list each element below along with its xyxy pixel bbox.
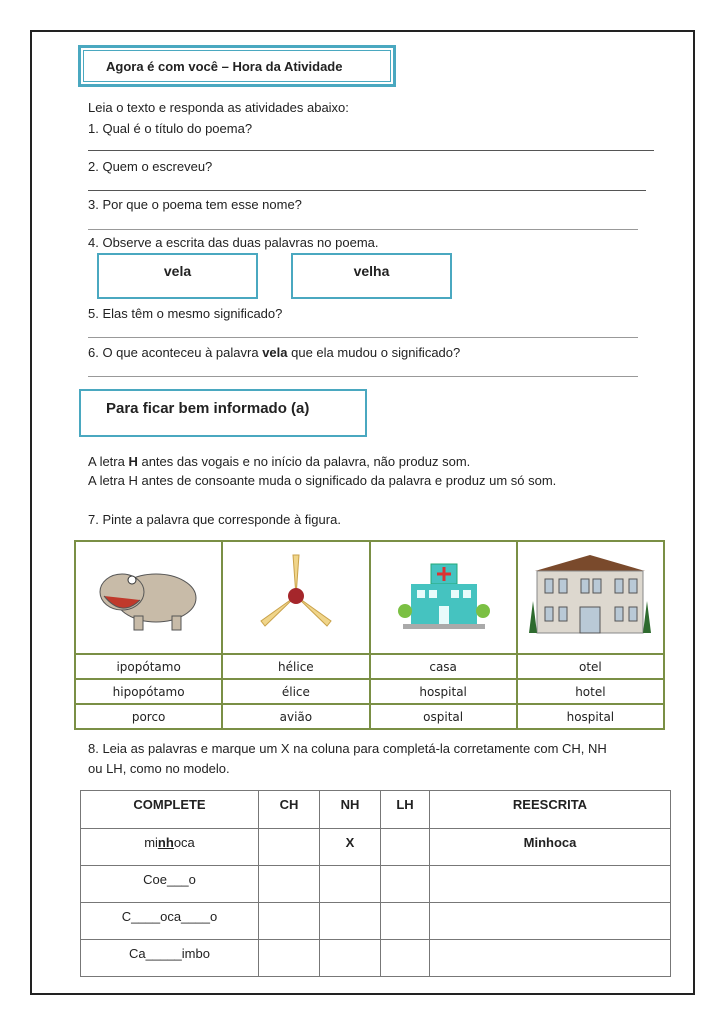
rewrite-cell[interactable]: [430, 940, 671, 977]
question-6: [88, 345, 460, 360]
complete-word: Ca_____imbo: [81, 940, 259, 977]
complete-word: Coe___o: [81, 866, 259, 903]
answer-line-6[interactable]: [88, 376, 638, 377]
hospital-image: [370, 541, 517, 654]
answer-line-5[interactable]: [88, 337, 638, 338]
ch-cell[interactable]: [259, 903, 320, 940]
answer-line-2[interactable]: [88, 190, 646, 191]
question-5: 5. Elas têm o mesmo significado?: [88, 306, 283, 321]
lh-cell[interactable]: [381, 940, 430, 977]
example-digraph: nh: [157, 835, 174, 850]
complete-table: [80, 790, 671, 977]
rewrite-cell[interactable]: [430, 866, 671, 903]
lh-cell[interactable]: [381, 866, 430, 903]
ch-cell[interactable]: [259, 866, 320, 903]
activity-header-title: Agora é com você – Hora da Atividade: [83, 50, 391, 82]
word-option[interactable]: ospital: [370, 704, 517, 729]
intro-text: Leia o texto e responda as atividades abaixo:: [88, 100, 349, 115]
picture-table: [74, 540, 665, 730]
example-rewrite: Minhoca: [430, 829, 671, 866]
rewrite-cell[interactable]: [430, 903, 671, 940]
hotel-image: [517, 541, 664, 654]
ch-cell[interactable]: [259, 940, 320, 977]
example-nh-mark: X: [320, 829, 381, 866]
info-title: Para ficar bem informado (a): [79, 389, 367, 437]
hippo-image: [75, 541, 222, 654]
word-option[interactable]: ipopótamo: [75, 654, 222, 679]
info1-text-end: antes das vogais e no início da palavra, não produz som.: [137, 454, 471, 469]
header-ch: CH: [259, 791, 320, 829]
word-option[interactable]: hotel: [517, 679, 664, 704]
info1-text: A letra: [88, 454, 129, 469]
question-1: 1. Qual é o título do poema?: [88, 121, 253, 136]
nh-cell[interactable]: [320, 903, 381, 940]
header-lh: LH: [381, 791, 430, 829]
word-option[interactable]: élice: [222, 679, 369, 704]
word-option[interactable]: hélice: [222, 654, 369, 679]
question-8-line-1: 8. Leia as palavras e marque um X na coluna para completá-la corretamente com CH, NH: [88, 741, 607, 756]
question-7: 7. Pinte a palavra que corresponde à figura.: [88, 512, 341, 527]
answer-line-3[interactable]: [88, 229, 638, 230]
example-word: [81, 829, 259, 866]
word-option[interactable]: hipopótamo: [75, 679, 222, 704]
example-ch-cell: [259, 829, 320, 866]
word-option[interactable]: casa: [370, 654, 517, 679]
word-option[interactable]: hospital: [370, 679, 517, 704]
q6-text-end: que ela mudou o significado?: [287, 345, 461, 360]
header-reescrita: REESCRITA: [430, 791, 671, 829]
word-option[interactable]: otel: [517, 654, 664, 679]
word-option[interactable]: avião: [222, 704, 369, 729]
example-pre: mi: [144, 835, 158, 850]
nh-cell[interactable]: [320, 940, 381, 977]
complete-word: C____oca____o: [81, 903, 259, 940]
question-2: 2. Quem o escreveu?: [88, 159, 213, 174]
lh-cell[interactable]: [381, 903, 430, 940]
word-option[interactable]: porco: [75, 704, 222, 729]
word-option[interactable]: hospital: [517, 704, 664, 729]
info-line-1: [88, 454, 470, 469]
word-box-vela: vela: [97, 253, 258, 299]
word-box-velha: velha: [291, 253, 452, 299]
header-nh: NH: [320, 791, 381, 829]
propeller-image: [222, 541, 369, 654]
question-4: 4. Observe a escrita das duas palavras no poema.: [88, 235, 379, 250]
q6-text: 6. O que aconteceu à palavra: [88, 345, 263, 360]
answer-line-1[interactable]: [88, 150, 654, 151]
example-post: oca: [173, 835, 195, 850]
q6-bold-word: vela: [262, 345, 288, 360]
nh-cell[interactable]: [320, 866, 381, 903]
activity-header-box: [78, 45, 396, 87]
info1-bold: H: [128, 454, 138, 469]
question-3: 3. Por que o poema tem esse nome?: [88, 197, 302, 212]
question-8-line-2: ou LH, como no modelo.: [88, 761, 230, 776]
info-line-2: A letra H antes de consoante muda o significado da palavra e produz um só som.: [88, 473, 557, 488]
example-lh-cell: [381, 829, 430, 866]
header-complete: COMPLETE: [81, 791, 259, 829]
